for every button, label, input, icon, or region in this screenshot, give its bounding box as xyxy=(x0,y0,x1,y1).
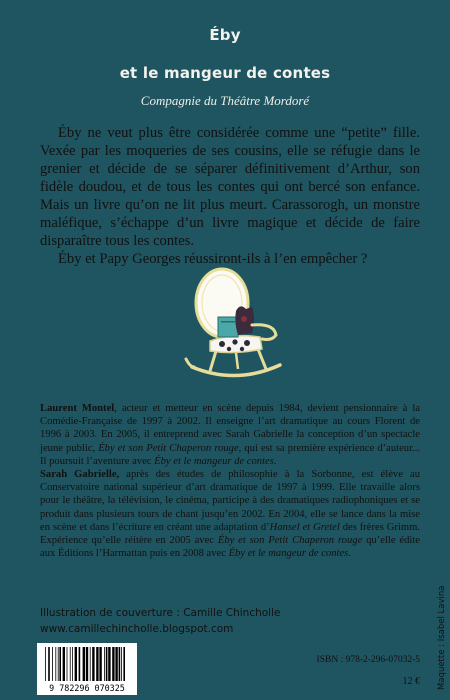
barcode-bar xyxy=(86,647,88,681)
bio-sarah-gabrielle: Sarah Gabrielle, après des études de philosophie à la Sorbonne, est élève au Conservatoire national supérieur d’art dramatique de 1997 à 1999. Elle travaille alors pour le théâtre, la télévision, le cinéma, participe à des dramatiques radiophoniques et se produit dans plusieurs tours de chant jusqu’en 2002. En 2004, elle se lance dans la mise en scène et dans l’écriture en créant une adaptation d’Hansel et Gretel des frères Grimm. Expérience qu’elle réitère en 2005 avec Éby et son Petit Chaperon rouge qu’elle édite aux Éditions l’Harmattan puis en 2008 avec Éby et le mangeur de contes. xyxy=(40,469,421,560)
barcode-bar xyxy=(108,647,110,681)
author-biographies xyxy=(40,402,420,560)
barcode-bar xyxy=(52,647,53,681)
barcode-bar xyxy=(96,647,98,681)
price: 12 € xyxy=(402,676,420,687)
synopsis-paragraph-1: Éby ne veut plus être considérée comme une “petite” fille. Vexée par les moqueries de ses cousins, elle se réfugie dans le grenier et décide de se séparer définitivement d’Arthur, son fidèle doudou, et de tous les contes qui ont bercé son enfance. Mais un livre qu’on ne lit plus meurt. Carassorogh, un monstre maléfique, s’échappe d’un livre magique et décide de faire disparaître tous les contes. xyxy=(40,125,420,249)
barcode-bar xyxy=(75,647,77,681)
barcode-bar xyxy=(83,647,85,681)
author-name-gabrielle: Sarah Gabrielle, xyxy=(40,469,120,481)
barcode-bar xyxy=(48,647,50,681)
synopsis xyxy=(40,124,420,268)
maquette-credit: Maquette : Isabel Lavina xyxy=(437,585,447,690)
barcode-bar xyxy=(67,647,68,681)
barcode-bar xyxy=(104,647,105,681)
company-name: Compagnie du Théâtre Mordoré xyxy=(140,93,310,108)
website-link[interactable]: www.camillechincholle.blogspot.com xyxy=(40,623,234,635)
barcode-digits: 9 782296 070325 xyxy=(49,683,125,693)
bio-laurent-montel: Laurent Montel, acteur et metteur en scène depuis 1984, devient pensionnaire à la Comédie-Française de 1997 à 2002. Il enseigne l’art dramatique au cours Florent de 1996 à 2003. En 2005, il entreprend avec Sarah Gabrielle la conception d’un spectacle jeune public, Éby et son Petit Chaperon rouge, qui est sa première expérience d’auteur... Il poursuit l’aventure avec Éby et le mangeur de contes. xyxy=(40,403,420,467)
illustration-credit: Illustration de couverture : Camille Chincholle xyxy=(40,607,281,619)
barcode-bar xyxy=(59,647,61,681)
barcode-bar xyxy=(70,647,71,681)
barcode-bar xyxy=(112,647,114,681)
book-title-line-1: Éby xyxy=(209,26,241,44)
barcode xyxy=(37,643,137,695)
rocking-chair-illustration xyxy=(180,263,290,385)
barcode-bar xyxy=(90,647,91,681)
barcode-bar xyxy=(106,647,108,681)
barcode-bar xyxy=(121,647,122,681)
credits xyxy=(40,605,340,637)
barcode-bar xyxy=(119,647,121,681)
synopsis-paragraph-2: Éby et Papy Georges réussiront-ils à l’en empêcher ? xyxy=(58,251,368,267)
isbn: ISBN : 978-2-296-07032-5 xyxy=(316,655,420,665)
barcode-bar xyxy=(79,647,81,681)
author-name-montel: Laurent Montel xyxy=(40,403,115,414)
book-title-line-2: et le mangeur de contes xyxy=(119,64,331,82)
barcode-bar xyxy=(63,647,65,681)
barcode-bar xyxy=(45,647,46,681)
barcode-bar xyxy=(92,647,94,681)
barcode-bar xyxy=(115,647,117,681)
barcode-bar xyxy=(72,647,73,681)
barcode-bar xyxy=(58,647,59,681)
barcode-bar xyxy=(123,647,125,681)
barcode-bar xyxy=(99,647,101,681)
barcode-bar xyxy=(55,647,56,681)
barcode-bars xyxy=(37,643,137,695)
